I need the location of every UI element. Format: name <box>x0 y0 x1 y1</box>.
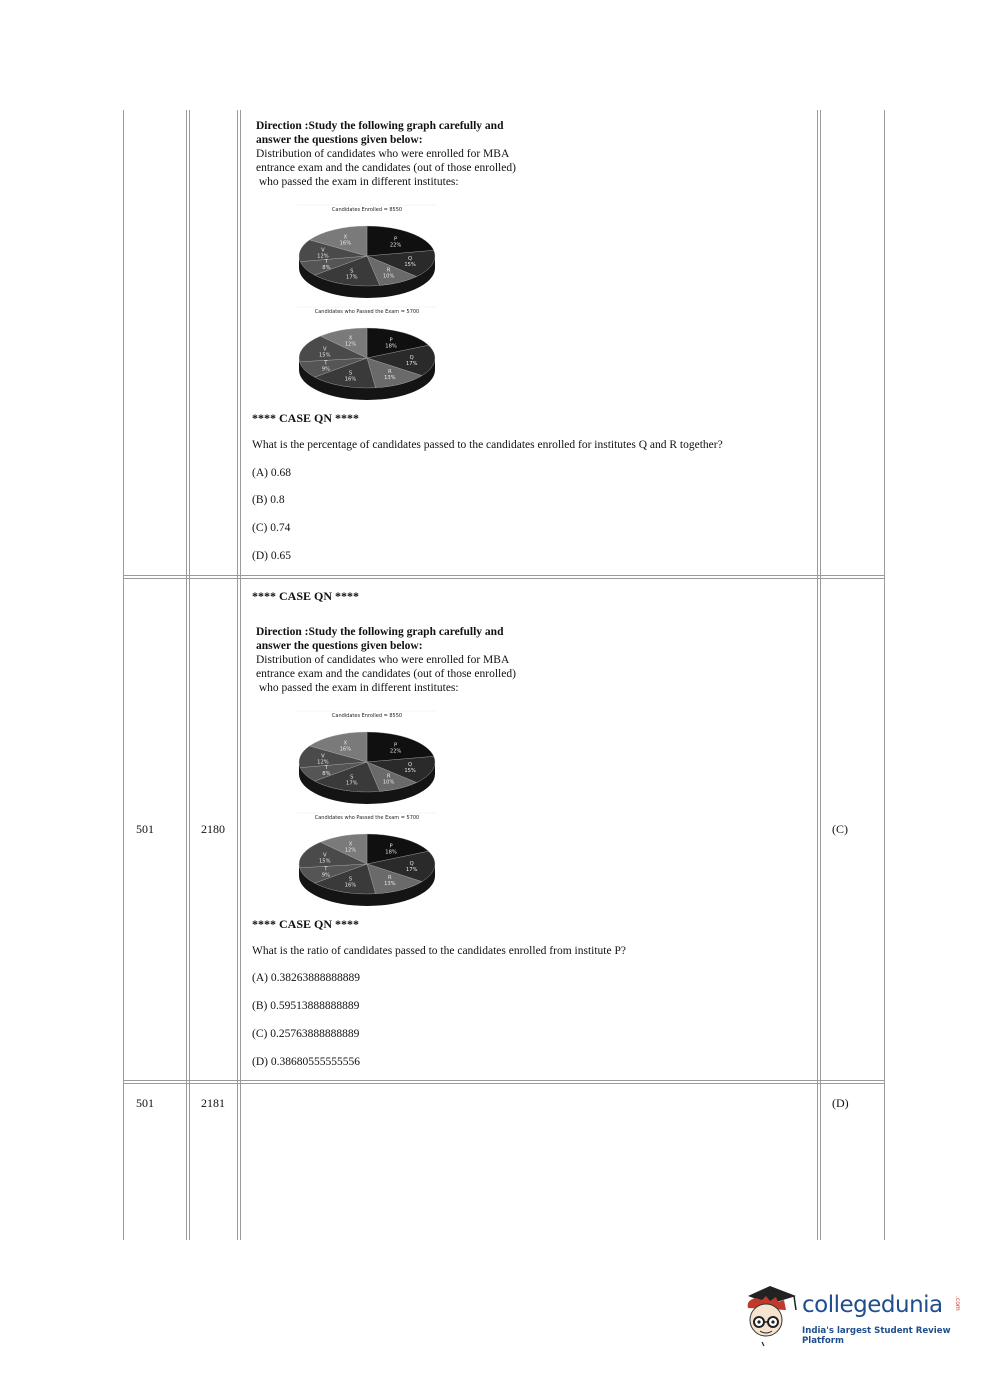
option-d: (D) 0.38680555555556 <box>252 1056 360 1068</box>
pie-chart-enrolled <box>292 710 442 810</box>
slice-percent-label: 16% <box>344 882 357 889</box>
case-qn-label: **** CASE QN **** <box>252 411 360 425</box>
chart-title: Candidates who Passed the Exam = 5700 <box>314 815 420 821</box>
direction-line: Direction :Study the following graph carefully and <box>256 626 504 638</box>
slice-category-label: X <box>343 740 348 747</box>
slice-percent-label: 8% <box>322 264 331 271</box>
answer-key: (D) <box>832 1096 849 1110</box>
slice-percent-label: 15% <box>319 352 331 359</box>
option-a: (A) 0.38263888888889 <box>252 972 360 984</box>
option-a: (A) 0.68 <box>252 467 291 479</box>
direction-line: entrance exam and the candidates (out of those enrolled) <box>256 668 516 680</box>
table-border <box>123 1080 885 1081</box>
slice-percent-label: 15% <box>404 768 416 775</box>
pie-chart-enrolled <box>292 204 442 304</box>
table-border <box>884 110 885 1240</box>
slice-percent-label: 12% <box>344 847 357 854</box>
slice-percent-label: 17% <box>405 360 418 367</box>
slice-category-label: T <box>324 866 328 873</box>
slice-percent-label: 17% <box>405 866 418 873</box>
slice-category-label: Q <box>408 762 413 769</box>
slice-percent-label: 18% <box>385 849 397 856</box>
case-qn-label: **** CASE QN **** <box>252 917 360 931</box>
slice-category-label: V <box>322 346 327 353</box>
logo-suffix: .com <box>954 1296 961 1311</box>
chart-title: Candidates Enrolled = 8550 <box>331 207 403 213</box>
slice-category-label: T <box>324 360 328 367</box>
slice-category-label: R <box>388 875 392 882</box>
slice-category-label: T <box>324 258 328 265</box>
slice-category-label: X <box>348 335 353 342</box>
slice-category-label: X <box>348 841 353 848</box>
direction-line: entrance exam and the candidates (out of those enrolled) <box>256 162 516 174</box>
slice-category-label: P <box>389 337 393 344</box>
slice-percent-label: 9% <box>321 366 330 373</box>
table-border <box>123 110 124 1240</box>
option-c: (C) 0.25763888888889 <box>252 1028 360 1040</box>
slice-percent-label: 18% <box>385 343 397 350</box>
direction-line: answer the questions given below: <box>256 134 423 146</box>
question-text: What is the ratio of candidates passed to the candidates enrolled from institute P? <box>252 945 626 957</box>
slice-category-label: T <box>324 764 328 771</box>
table-border <box>817 110 818 1240</box>
slice-category-label: P <box>394 236 398 243</box>
slice-percent-label: 16% <box>339 746 352 753</box>
mascot-icon <box>740 1282 802 1348</box>
slice-percent-label: 17% <box>346 780 358 787</box>
table-border <box>123 575 885 576</box>
direction-line: Distribution of candidates who were enrolled for MBA <box>256 654 510 666</box>
pie-chart-passed <box>292 306 442 408</box>
slice-percent-label: 17% <box>346 274 358 281</box>
slice-category-label: P <box>394 742 398 749</box>
slice-category-label: V <box>321 247 325 254</box>
slice-category-label: R <box>388 369 392 376</box>
row-number: 501 <box>136 822 154 836</box>
chart-title: Candidates who Passed the Exam = 5700 <box>314 309 420 315</box>
table-border <box>240 110 241 1240</box>
slice-category-label: R <box>386 267 391 274</box>
slice-category-label: P <box>389 843 393 850</box>
slice-percent-label: 13% <box>384 375 396 382</box>
table-border <box>237 110 238 1240</box>
direction-line: Distribution of candidates who were enrolled for MBA <box>256 148 510 160</box>
answer-key: (C) <box>832 822 848 836</box>
slice-category-label: Q <box>409 354 414 361</box>
table-border <box>186 110 187 1240</box>
direction-text <box>256 119 576 189</box>
slice-category-label: X <box>343 234 348 241</box>
direction-line: who passed the exam in different institutes: <box>256 682 459 694</box>
direction-text <box>256 625 576 695</box>
slice-percent-label: 12% <box>317 759 329 766</box>
question-number: 2181 <box>201 1096 225 1110</box>
slice-category-label: V <box>321 753 325 760</box>
direction-line: answer the questions given below: <box>256 640 423 652</box>
option-b: (B) 0.8 <box>252 494 285 506</box>
logo-tagline: India's largest Student Review Platform <box>802 1326 951 1346</box>
pie-chart-passed <box>292 812 442 914</box>
table-border <box>123 1083 885 1084</box>
slice-percent-label: 12% <box>317 253 329 260</box>
table-border <box>189 110 190 1240</box>
slice-category-label: V <box>322 852 327 859</box>
slice-percent-label: 10% <box>382 273 395 280</box>
chart-title: Candidates Enrolled = 8550 <box>331 713 403 719</box>
slice-category-label: Q <box>408 256 413 263</box>
table-border <box>123 578 885 579</box>
logo-name: collegedunia <box>802 1292 943 1318</box>
slice-percent-label: 15% <box>404 262 416 269</box>
row-number: 501 <box>136 1096 154 1110</box>
case-qn-label: **** CASE QN **** <box>252 589 360 603</box>
slice-percent-label: 8% <box>322 770 331 777</box>
slice-percent-label: 10% <box>382 779 395 786</box>
table-border <box>820 110 821 1240</box>
slice-percent-label: 13% <box>384 881 396 888</box>
slice-percent-label: 15% <box>319 858 331 865</box>
slice-category-label: Q <box>409 860 414 867</box>
option-c: (C) 0.74 <box>252 522 291 534</box>
question-text: What is the percentage of candidates passed to the candidates enrolled for institutes Q and R together? <box>252 439 723 451</box>
slice-percent-label: 16% <box>339 240 352 247</box>
slice-category-label: S <box>350 774 354 781</box>
slice-category-label: S <box>348 876 353 883</box>
collegedunia-logo <box>740 1282 970 1352</box>
slice-percent-label: 22% <box>389 748 402 755</box>
slice-percent-label: 16% <box>344 376 357 383</box>
question-number: 2180 <box>201 822 225 836</box>
option-d: (D) 0.65 <box>252 550 291 562</box>
direction-line: who passed the exam in different institutes: <box>256 176 459 188</box>
slice-percent-label: 12% <box>344 341 357 348</box>
slice-category-label: R <box>386 773 391 780</box>
slice-percent-label: 9% <box>321 872 330 879</box>
slice-category-label: S <box>348 370 353 377</box>
slice-category-label: S <box>350 268 354 275</box>
option-b: (B) 0.59513888888889 <box>252 1000 360 1012</box>
slice-percent-label: 22% <box>389 242 402 249</box>
direction-line: Direction :Study the following graph carefully and <box>256 120 504 132</box>
